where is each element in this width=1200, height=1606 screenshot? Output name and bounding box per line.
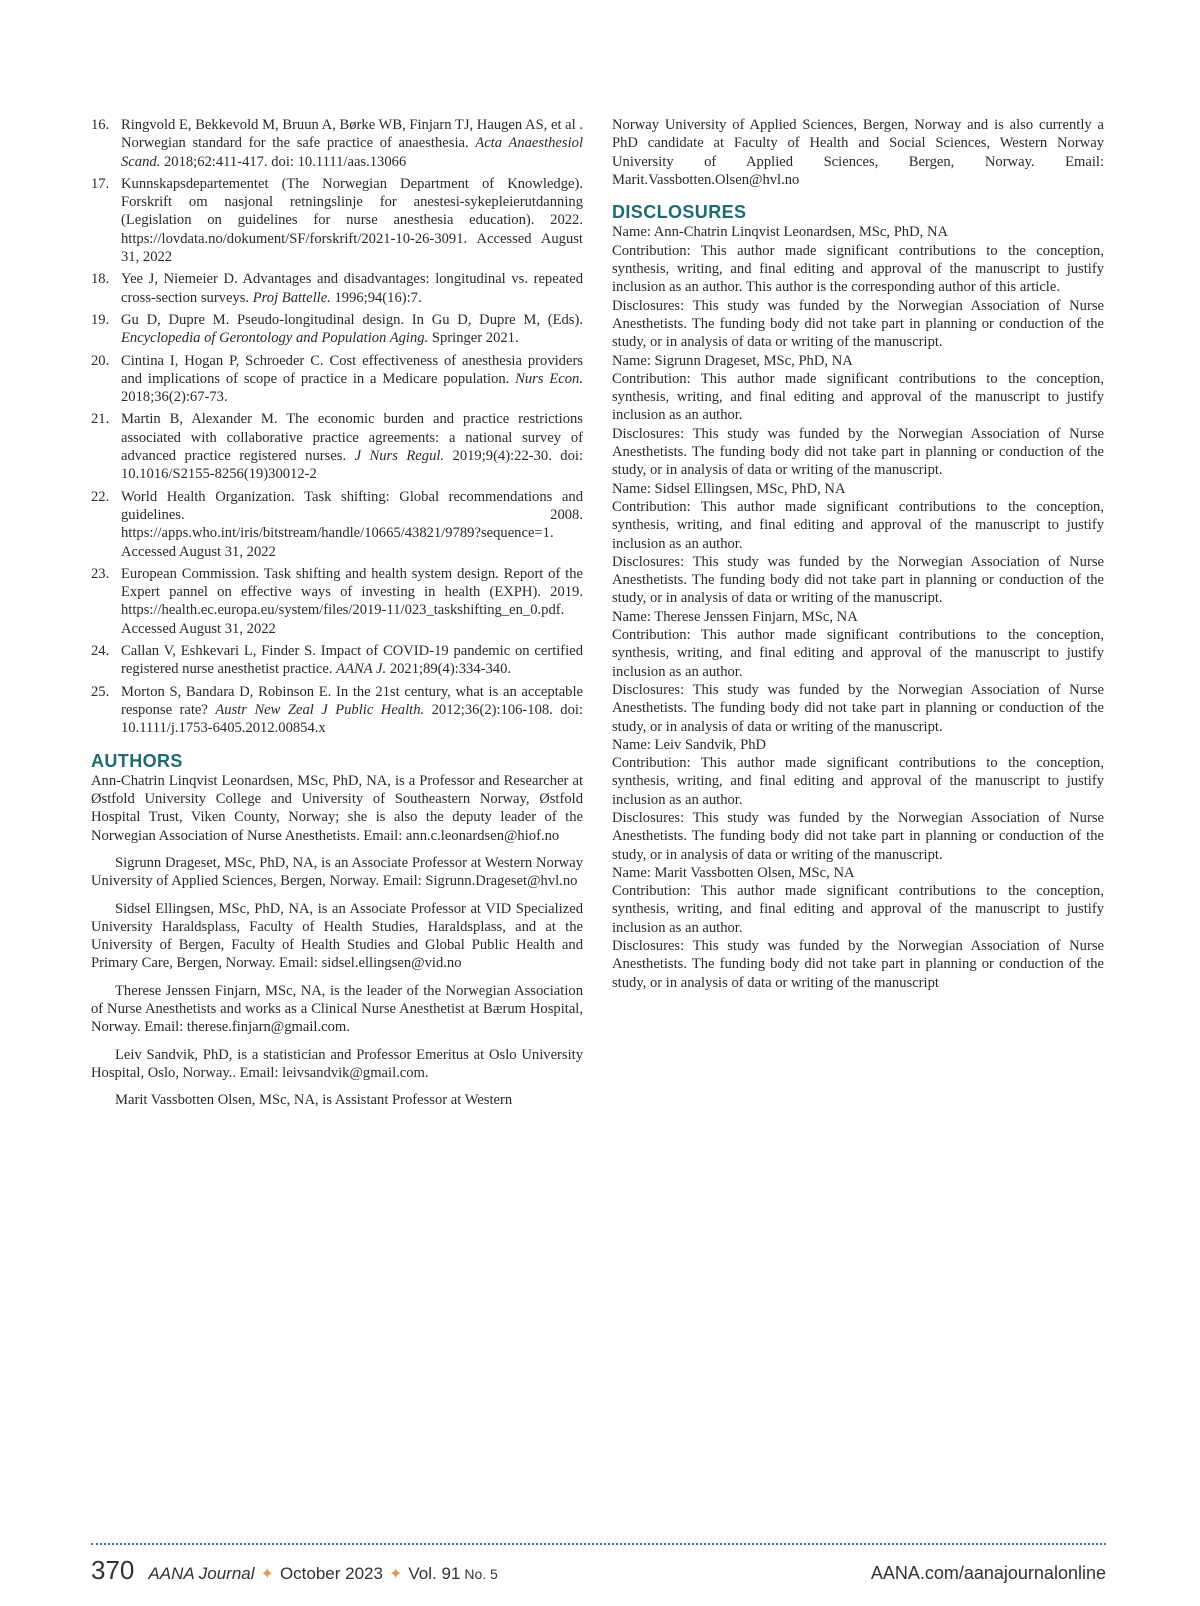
disclosures-heading: DISCLOSURES	[612, 202, 747, 223]
disclosure-funding: Disclosures: This study was funded by the Norwegian Association of Nurse Anesthetists. The funding body did not take part in planning or conduction of the study, or in analysis of data or writing of the manuscript.	[612, 297, 1104, 351]
reference-text: Martin B, Alexander M. The economic burden and practice restrictions associated with collaborative practice agreements: a national survey of advanced practice registered nurses. J Nurs Regul. 2019;9(4):22-30. doi: 10.1016/S2155-8256(19)30012-2	[121, 411, 584, 483]
reference-item	[91, 683, 583, 738]
journal-website: AANA.com/aanajournalonline	[870, 1563, 1106, 1583]
author-bio: Sigrunn Drageset, MSc, PhD, NA, is an Associate Professor at Western Norway University of Applied Sciences, Bergen, Norway. Email: Sigrunn.Drageset@hvl.no	[91, 854, 583, 890]
separator-diamond-icon: ✦	[388, 1566, 403, 1583]
reference-item	[91, 311, 583, 348]
reference-list	[91, 116, 583, 738]
volume: Vol. 91	[408, 1564, 461, 1583]
reference-number: 19.	[91, 311, 110, 328]
page-number: 370	[91, 1555, 135, 1585]
authors-section	[91, 772, 583, 1110]
author-bio: Marit Vassbotten Olsen, MSc, NA, is Assistant Professor at Western	[115, 1092, 513, 1109]
disclosure-funding: Disclosures: This study was funded by the Norwegian Association of Nurse Anesthetists. The funding body did not take part in planning or conduction of the study, or in analysis of data or writing of the manuscript.	[612, 809, 1104, 863]
separator-diamond-icon: ✦	[260, 1566, 274, 1583]
disclosure-contribution: Contribution: This author made significant contributions to the conception, synthesis, writing, and final editing and approval of the manuscript to justify inclusion as an author.	[612, 755, 1104, 808]
reference-number: 23.	[91, 565, 110, 582]
reference-number: 25.	[91, 683, 110, 700]
issue-number: No. 5	[464, 1566, 498, 1582]
reference-text: Ringvold E, Bekkevold M, Bruun A, Børke WB, Finjarn TJ, Haugen AS, et al . Norwegian standard for the safe practice of anaesthesia. Acta Anaesthesiol Scand. 2018;62:411-417. doi: 10.1111/aas.13066	[121, 117, 583, 170]
reference-text: Yee J, Niemeier D. Advantages and disadvantages: longitudinal vs. repeated cross-section surveys. Proj Battelle. 1996;94(16):7.	[121, 271, 583, 306]
disclosure-contribution: Contribution: This author made significant contributions to the conception, synthesis, writing, and final editing and approval of the manuscript to justify inclusion as an author.	[612, 627, 1104, 680]
disclosure-contribution: Contribution: This author made significant contributions to the conception, synthesis, writing, and final editing and approval of the manuscript to justify inclusion as an author.	[612, 370, 1104, 424]
left-column	[91, 116, 583, 1119]
disclosures-section	[612, 223, 1104, 991]
disclosure-name: Name: Therese Jenssen Finjarn, MSc, NA	[612, 608, 858, 625]
authors-heading: AUTHORS	[91, 750, 183, 771]
disclosure-name: Name: Sidsel Ellingsen, MSc, PhD, NA	[612, 480, 846, 497]
reference-text: European Commission. Task shifting and health system design. Report of the Expert pannel on effective ways of investing in health (EXPH). 2019. https://health.ec.europa.eu/system/files/2019-11/023_taskshifting_en_0.pdf. Accessed August 31, 2022	[121, 565, 583, 637]
disclosure-contribution: Contribution: This author made significant contributions to the conception, synthesis, writing, and final editing and approval of the manuscript to justify inclusion as an author.	[612, 498, 1104, 552]
reference-text: Gu D, Dupre M. Pseudo-longitudinal design. In Gu D, Dupre M, (Eds). Encyclopedia of Gerontology and Population Aging. Springer 2021.	[121, 311, 583, 347]
reference-text: Kunnskapsdepartementet (The Norwegian Department of Knowledge). Forskrift om nasjonal retningslinje for anestesi-sykepleierutdanning (Legislation on guidelines for nurse anesthesia education). 2022. https://lovdata.no/dokument/SF/forskrift/2021-10-26-3091. Accessed August 31, 2022	[121, 175, 583, 266]
disclosure-funding: Disclosures: This study was funded by the Norwegian Association of Nurse Anesthetists. The funding body did not take part in planning or conduction of the study, or in analysis of data or writing of the manuscript.	[612, 681, 1104, 735]
reference-item	[91, 488, 583, 561]
disclosure-contribution: Contribution: This author made significant contributions to the conception, synthesis, writing, and final editing and approval of the manuscript to justify inclusion as an author.	[612, 883, 1104, 936]
disclosure-name: Name: Ann-Chatrin Linqvist Leonardsen, MSc, PhD, NA	[612, 224, 949, 241]
page-footer	[91, 1543, 1106, 1586]
reference-number: 24.	[91, 643, 110, 660]
reference-item	[91, 116, 583, 171]
reference-item	[91, 410, 583, 483]
issue-date: October 2023	[279, 1564, 383, 1583]
right-column	[612, 116, 1104, 992]
reference-number: 20.	[91, 352, 110, 369]
author-bio: Leiv Sandvik, PhD, is a statistician and Professor Emeritus at Oslo University Hospital, Oslo, Norway.. Email: leivsandvik@gmail.com.	[91, 1046, 583, 1081]
reference-item	[91, 175, 583, 266]
disclosure-contribution: Contribution: This author made significant contributions to the conception, synthesis, writing, and final editing and approval of the manuscript to justify inclusion as an author. This author is the corresponding author of this article.	[612, 242, 1104, 296]
reference-number: 18.	[91, 271, 110, 288]
reference-item	[91, 642, 583, 679]
journal-name: AANA Journal	[148, 1564, 255, 1583]
author-bio: Ann-Chatrin Linqvist Leonardsen, MSc, PhD, NA, is a Professor and Researcher at Østfold University College and University of Southeastern Norway, Østfold Hospital Trust, Viken County, Norway; she is also the deputy leader of the Norwegian Association of Nurse Anesthetists. Email: ann.c.leonardsen@hiof.no	[91, 772, 583, 844]
reference-text: Morton S, Bandara D, Robinson E. In the 21st century, what is an acceptable response rate? Austr New Zeal J Public Health. 2012;36(2):106-108. doi: 10.1111/j.1753-6405.2012.00854.x	[121, 683, 583, 737]
reference-number: 16.	[91, 117, 110, 133]
reference-text: Callan V, Eshkevari L, Finder S. Impact of COVID-19 pandemic on certified registered nurse anesthetist practice. AANA J. 2021;89(4):334-340.	[121, 643, 583, 678]
reference-text: World Health Organization. Task shifting: Global recommendations and guidelines. 2008. https://apps.who.int/iris/bitstream/handle/10665/43821/9789?sequence=1. Accessed August 31, 2022	[121, 488, 583, 560]
reference-number: 22.	[91, 488, 110, 505]
disclosure-funding: Disclosures: This study was funded by the Norwegian Association of Nurse Anesthetists. The funding body did not take part in planning or conduction of the study, or in analysis of data or writing of the manuscript.	[612, 553, 1104, 607]
disclosure-name: Name: Marit Vassbotten Olsen, MSc, NA	[612, 864, 855, 881]
disclosure-funding: Disclosures: This study was funded by the Norwegian Association of Nurse Anesthetists. The funding body did not take part in planning or conduction of the study, or in analysis of data or writing of the manuscript.	[612, 425, 1104, 479]
reference-number: 21.	[91, 411, 110, 428]
disclosure-name: Name: Leiv Sandvik, PhD	[612, 736, 767, 753]
author-bio: Therese Jenssen Finjarn, MSc, NA, is the leader of the Norwegian Association of Nurse Anesthetists and works as a Clinical Nurse Anesthetist at Bærum Hospital, Norway. Email: therese.finjarn@gmail.com.	[91, 982, 583, 1036]
footer-dotted-rule	[91, 1543, 1106, 1545]
author-bio-continued: Norway University of Applied Sciences, Bergen, Norway and is also currently a PhD candidate at Faculty of Health and Social Sciences, Western Norway University of Applied Sciences, Bergen, Norway. Email: Marit.Vassbotten.Olsen@hvl.no	[612, 117, 1104, 188]
disclosure-name: Name: Sigrunn Drageset, MSc, PhD, NA	[612, 352, 853, 369]
reference-item	[91, 270, 583, 307]
author-bio: Sidsel Ellingsen, MSc, PhD, NA, is an Associate Professor at VID Specialized University Haraldsplass, Faculty of Health Studies, Haraldsplass, and at the University of Bergen, Faculty of Health Studies and Global Public Health and Primary Care, Bergen, Norway. Email: sidsel.ellingsen@vid.no	[91, 900, 583, 972]
disclosure-funding: Disclosures: This study was funded by the Norwegian Association of Nurse Anesthetists. The funding body did not take part in planning or conduction of the study, or in analysis of data or writing of the manuscript	[612, 938, 1104, 991]
reference-text: Cintina I, Hogan P, Schroeder C. Cost effectiveness of anesthesia providers and implications of scope of practice in a Medicare population. Nurs Econ. 2018;36(2):67-73.	[121, 352, 584, 406]
reference-item	[91, 565, 583, 638]
reference-item	[91, 352, 583, 407]
reference-number: 17.	[91, 175, 110, 192]
